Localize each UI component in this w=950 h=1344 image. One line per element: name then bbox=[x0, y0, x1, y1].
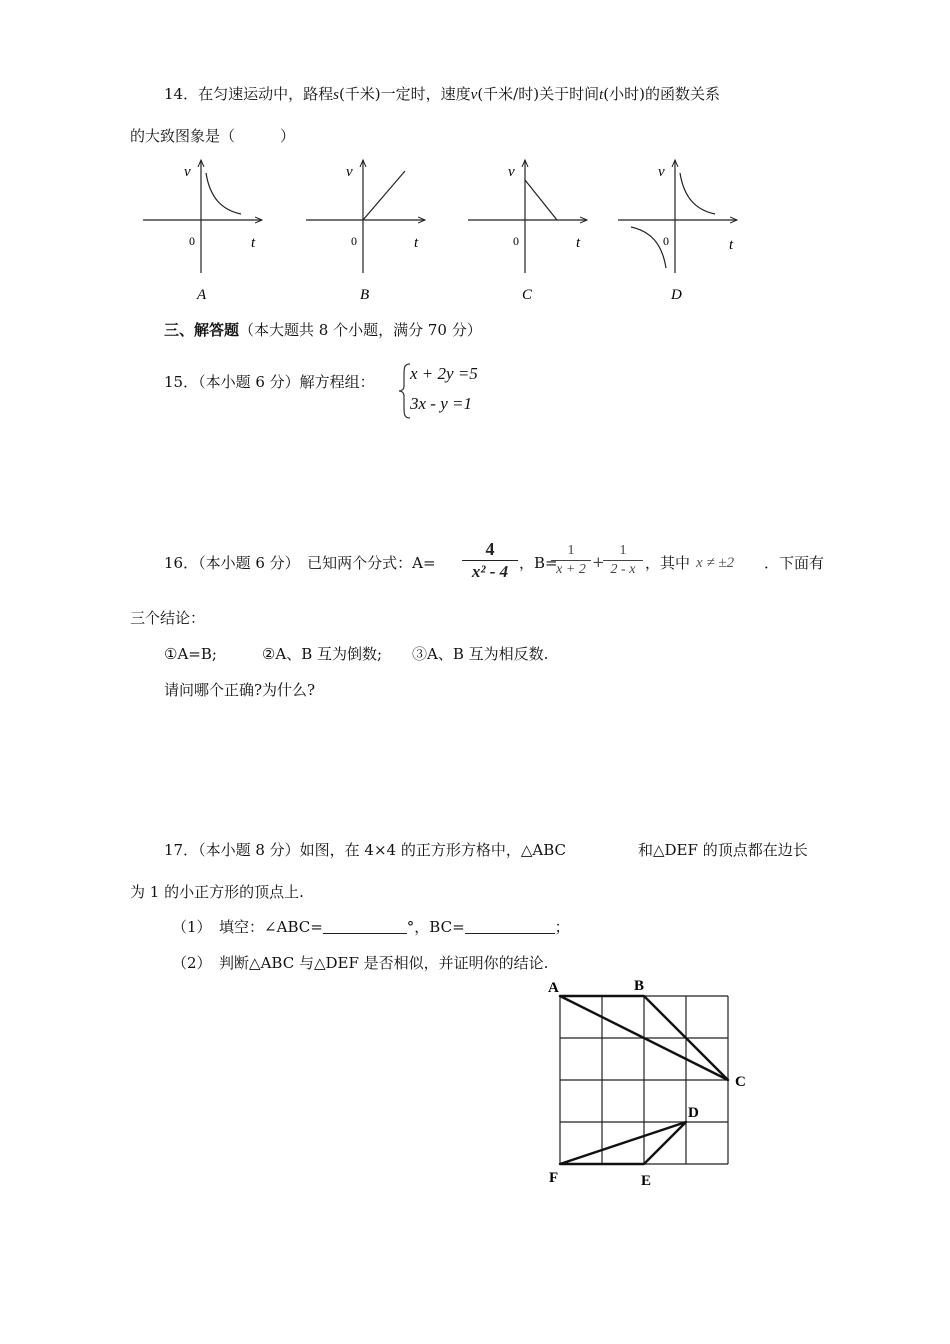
q17-line2: 为 1 的小正方形的顶点上. bbox=[130, 883, 304, 901]
label-e: E bbox=[641, 1173, 652, 1189]
q17-line1-b: 和△DEF 的顶点都在边长 bbox=[638, 841, 808, 859]
graph-a-v-label: v bbox=[184, 164, 191, 180]
graph-c-t-label: t bbox=[576, 235, 581, 251]
q15-eq1: x + 2y =5 bbox=[410, 364, 478, 383]
q16-b1-numerator: 1 bbox=[567, 543, 575, 558]
var-s: s bbox=[333, 87, 339, 103]
graph-d-curve-upper bbox=[680, 173, 715, 214]
q17-line1-a: 17．（本小题 8 分）如图，在 4×4 的正方形方格中，△ABC bbox=[164, 841, 567, 859]
q17-part1: （1） 填空：∠ABC= °，BC= ； bbox=[172, 918, 570, 936]
graph-b bbox=[306, 160, 425, 303]
q16-b2-denominator: 2 - x bbox=[610, 562, 636, 577]
graph-b-v-label: v bbox=[346, 164, 353, 180]
label-a: A bbox=[548, 980, 559, 996]
q15-eq2: 3x - y =1 bbox=[410, 394, 472, 413]
q16-text-d: ．下面有 bbox=[764, 554, 825, 572]
q14-line1: 14．在匀速运动中，路程s(千米)一定时，速度v(千米/时)关于时间t(小时)的函数关系 bbox=[164, 85, 720, 103]
q16-b1-denominator: x + 2 bbox=[556, 562, 586, 577]
q16-text-c: ，其中 bbox=[645, 554, 691, 572]
label-f: F bbox=[549, 1170, 559, 1186]
q16-line2: 三个结论： bbox=[130, 609, 206, 627]
q16-question: 请问哪个正确?为什么? bbox=[164, 681, 316, 699]
q16-fraction-b2 bbox=[603, 542, 643, 579]
label-c: C bbox=[735, 1074, 746, 1090]
section-3-heading bbox=[164, 320, 482, 340]
graph-c bbox=[468, 160, 587, 303]
graph-d-t-label: t bbox=[729, 237, 734, 253]
graph-b-line bbox=[363, 171, 405, 220]
graph-d-v-label: v bbox=[658, 164, 665, 180]
q16-b2-numerator: 1 bbox=[619, 543, 627, 558]
q16-fraction-b1 bbox=[551, 542, 591, 579]
grid bbox=[560, 996, 728, 1164]
q15-text: 15．（本小题 6 分）解方程组： bbox=[164, 373, 375, 391]
graph-c-origin: 0 bbox=[513, 234, 519, 248]
q16-fraction-a bbox=[462, 538, 518, 583]
q16-conclusions: ①A=B; ②A、B 互为倒数; ③A、B 互为相反数. bbox=[164, 645, 549, 663]
graph-d bbox=[618, 160, 737, 303]
q17-part2: （2） 判断△ABC 与△DEF 是否相似，并证明你的结论. bbox=[172, 954, 549, 972]
section-3-note: （本大题共 8 个小题，满分 70 分） bbox=[239, 321, 482, 339]
graph-a-letter: A bbox=[197, 287, 207, 303]
label-b: B bbox=[634, 978, 645, 994]
graph-c-line bbox=[525, 180, 557, 220]
graph-b-origin: 0 bbox=[351, 234, 357, 248]
graph-d-curve-lower bbox=[631, 227, 666, 268]
section-3-title: 三、解答题 bbox=[164, 321, 240, 339]
graph-a-curve bbox=[206, 173, 241, 214]
graph-a-t-label: t bbox=[251, 235, 256, 251]
graph-d-origin: 0 bbox=[663, 234, 669, 248]
graph-a bbox=[143, 160, 262, 303]
triangle-def bbox=[560, 1122, 686, 1164]
q14-graphs bbox=[0, 150, 950, 320]
q16-text-b: ，B= bbox=[519, 554, 558, 572]
graph-d-letter: D bbox=[671, 287, 682, 303]
graph-b-t-label: t bbox=[414, 235, 419, 251]
graph-c-v-label: v bbox=[508, 164, 515, 180]
var-t: t bbox=[599, 87, 604, 103]
var-v: v bbox=[470, 87, 478, 103]
q16-a-denominator: x² - 4 bbox=[471, 562, 509, 581]
graph-b-letter: B bbox=[360, 287, 370, 303]
q17-grid-figure bbox=[540, 972, 760, 1192]
q16-text-a: 16．（本小题 6 分） 已知两个分式：A= bbox=[164, 554, 436, 572]
q16-plus: + bbox=[592, 553, 605, 571]
angle-abc-blank[interactable] bbox=[323, 918, 407, 934]
graph-c-letter: C bbox=[522, 287, 533, 303]
label-d: D bbox=[688, 1105, 699, 1121]
bc-blank[interactable] bbox=[465, 918, 555, 934]
graph-a-origin: 0 bbox=[189, 234, 195, 248]
q16-condition: x ≠ ±2 bbox=[696, 555, 735, 571]
q14-line2: 的大致图象是（ ） bbox=[130, 127, 296, 145]
q16-a-numerator: 4 bbox=[485, 539, 495, 559]
